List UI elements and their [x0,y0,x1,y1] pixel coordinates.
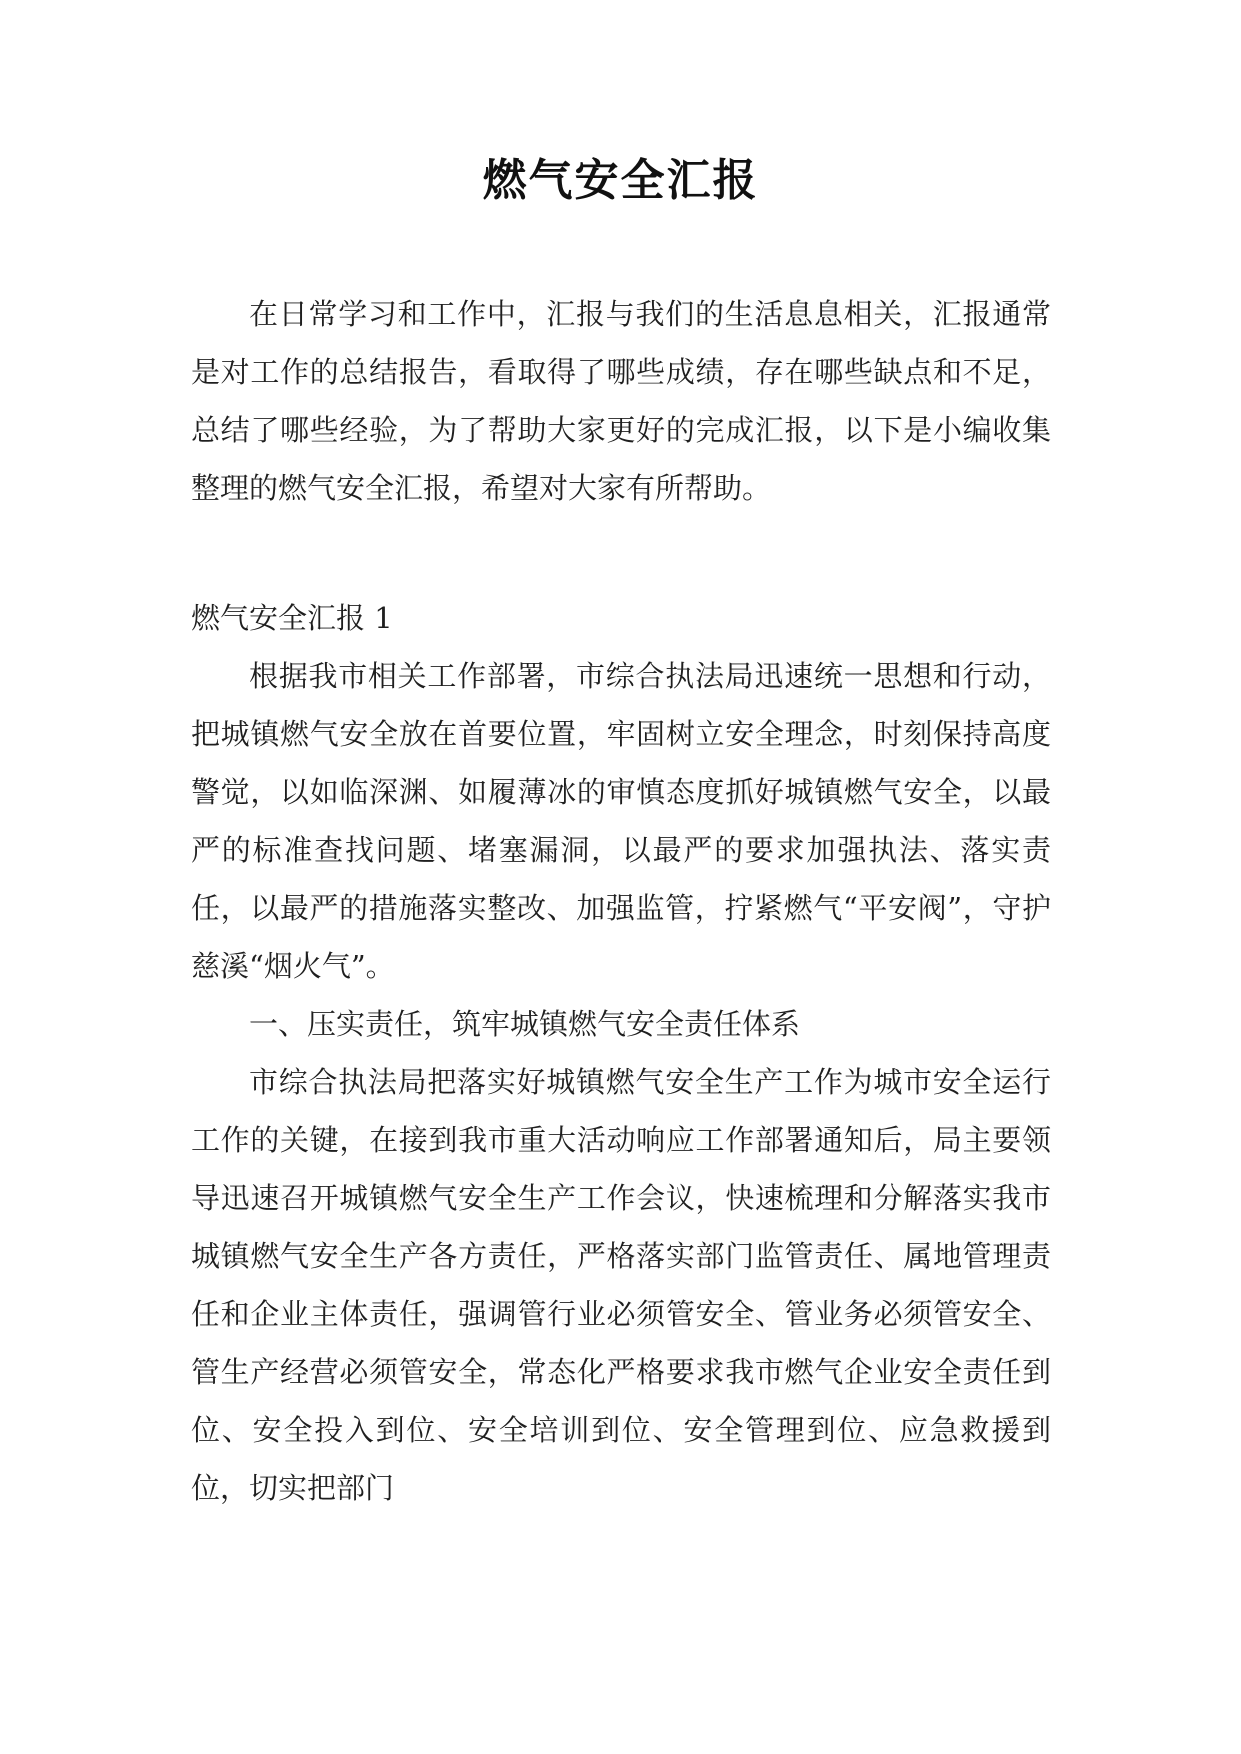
body-paragraph-1: 根据我市相关工作部署，市综合执法局迅速统一思想和行动，把城镇燃气安全放在首要位置，牢固树立安全理念，时刻保持高度警觉，以如临深渊、如履薄冰的审慎态度抓好城镇燃气安全，以最严的标准查找问题、堵塞漏洞，以最严的要求加强执法、落实责任，以最严的措施落实整改、加强监管，拧紧燃气“平安阀”，守护慈溪“烟火气”。 [191,659,1051,983]
spacer [191,575,1051,589]
page-title: 燃气安全汇报 [482,155,759,206]
intro-paragraph: 在日常学习和工作中，汇报与我们的生活息息相关，汇报通常是对工作的总结报告，看取得了哪些成绩，存在哪些缺点和不足，总结了哪些经验，为了帮助大家更好的完成汇报，以下是小编收集整理的燃气安全汇报，希望对大家有所帮助。 [191,297,1051,505]
section-heading: 燃气安全汇报 1 [191,601,393,635]
document-body [191,285,1051,1517]
body-paragraph-2: 市综合执法局把落实好城镇燃气安全生产工作为城市安全运行工作的关键，在接到我市重大活动响应工作部署通知后，局主要领导迅速召开城镇燃气安全生产工作会议，快速梳理和分解落实我市城镇燃气安全生产各方责任，严格落实部门监管责任、属地管理责任和企业主体责任，强调管行业必须管安全、管业务必须管安全、管生产经营必须管安全，常态化严格要求我市燃气企业安全责任到位、安全投入到位、安全培训到位、安全管理到位、应急救援到位，切实把部门 [191,1065,1051,1505]
subheading-1: 一、压实责任，筑牢城镇燃气安全责任体系 [249,1007,801,1041]
spacer [191,517,1051,575]
